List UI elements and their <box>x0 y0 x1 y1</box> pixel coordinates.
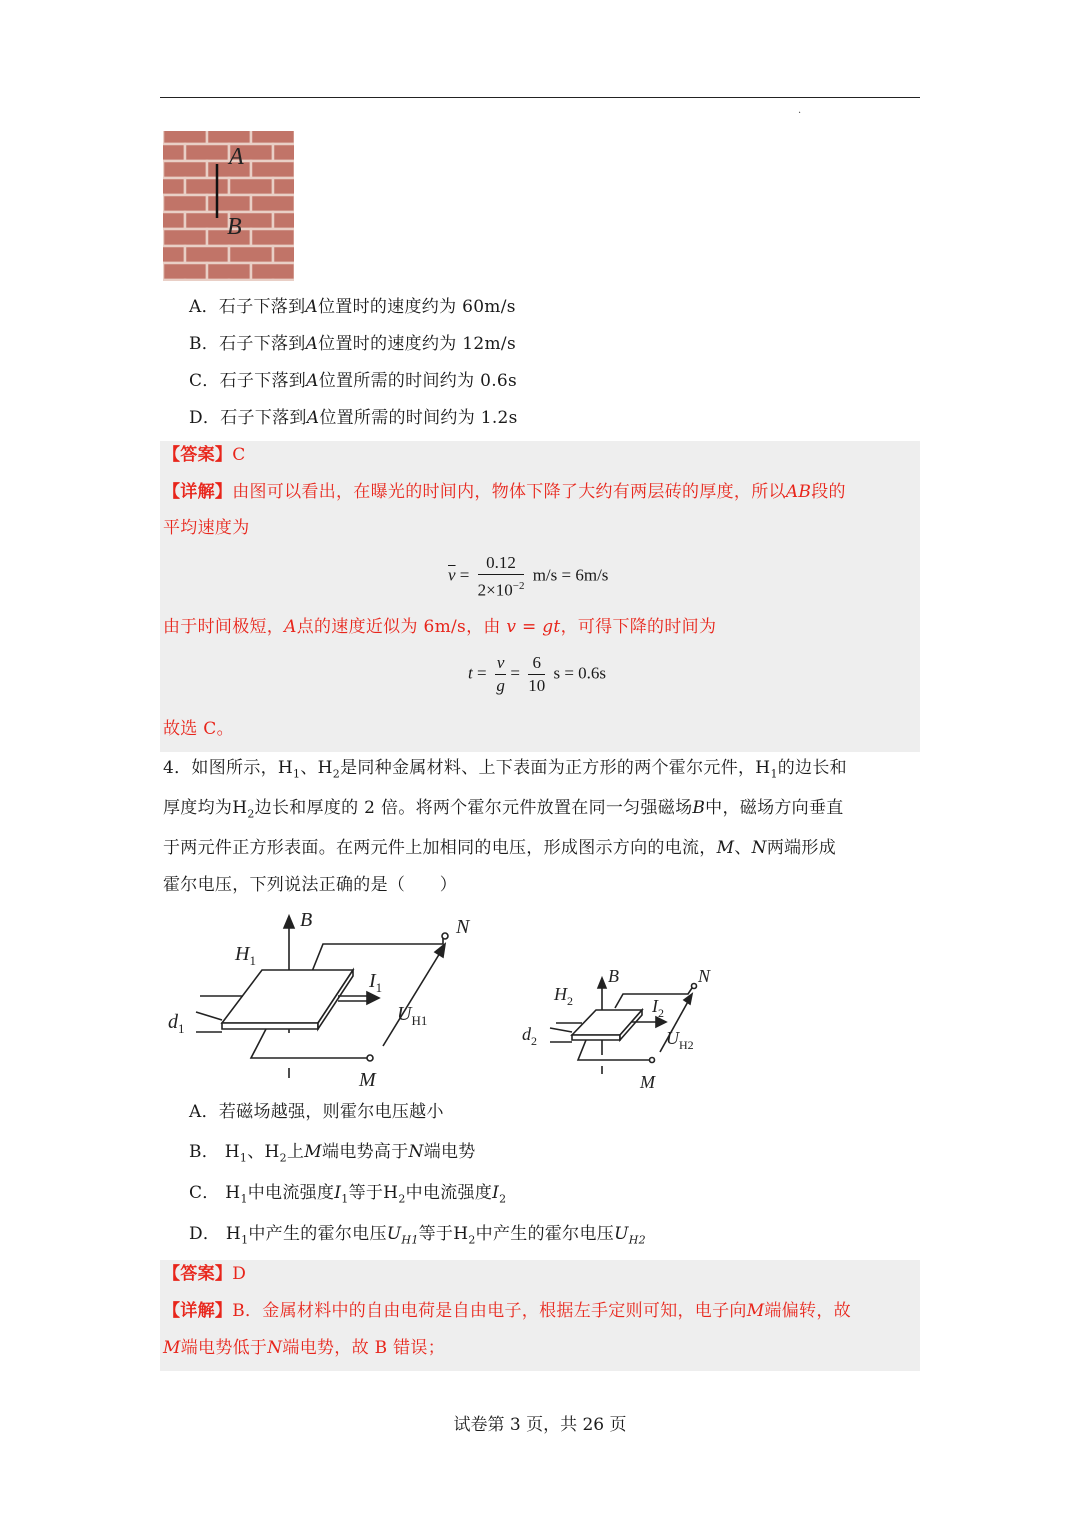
brick <box>163 161 207 178</box>
q3-formula-time: t = $\frac{v}{g}$ = $\frac{6}{10}$ s = 0.6s <box>468 653 607 695</box>
q4-stem-line4: 霍尔电压，下列说法正确的是（ ） <box>163 875 458 895</box>
label-b: B <box>227 214 242 240</box>
brick <box>229 246 273 263</box>
q3-option-c: C．石子下落到A位置所需的时间约为 0.6s <box>189 371 518 391</box>
fig1-label-m: M <box>359 1069 376 1091</box>
brick <box>251 263 294 280</box>
q4-stem-line1: 4．如图所示，$H_1$、$H_2$是同种金属材料、上下表面为正方形的两个霍尔元件，$H_1$的边长和 <box>163 758 847 781</box>
fig1-label-h1: $H_1$ <box>235 943 256 968</box>
brick <box>229 280 273 281</box>
q3-option-b: B．石子下落到A位置时的速度约为 12m/s <box>189 334 516 354</box>
q4-option-a: A．若磁场越强，则霍尔电压越小 <box>189 1102 444 1122</box>
q3-detail-line3: 由于时间极短，A点的速度近似为 6m/s，由 v = gt，可得下降的时间为 <box>163 617 717 637</box>
q4-detail-line1: 【详解】B．金属材料中的自由电荷是自由电子，根据左手定则可知，电子向M端偏转，故 <box>163 1301 851 1321</box>
brick <box>163 195 207 212</box>
q4-stem-line3: 于两元件正方形表面。在两元件上加相同的电压，形成图示方向的电流，M、N两端形成 <box>163 838 837 858</box>
brick <box>163 263 207 280</box>
hall-element-h2-figure <box>520 960 720 1095</box>
fig2-label-m: M <box>640 1072 655 1092</box>
header-mark: · <box>798 108 802 119</box>
brick <box>185 246 229 263</box>
brick <box>273 246 294 263</box>
fig1-label-d1: $d_1$ <box>168 1011 185 1036</box>
brick <box>163 144 185 161</box>
brick <box>163 246 185 263</box>
fig1-label-n: N <box>456 916 470 938</box>
brick <box>273 144 294 161</box>
brick <box>163 229 207 246</box>
fig2-label-b: B <box>608 966 619 986</box>
brick-wall-figure <box>163 131 294 281</box>
q3-option-d: D．石子下落到A位置所需的时间约为 1.2s <box>189 408 518 428</box>
q4-answer: 【答案】D <box>163 1264 247 1284</box>
brick <box>273 280 294 281</box>
q4-option-c: C． $H_1$中电流强度$I_1$等于$H_2$中电流强度$I_2$ <box>189 1183 507 1206</box>
brick <box>185 280 229 281</box>
brick <box>251 195 294 212</box>
hall-element-h1-figure <box>163 908 483 1093</box>
q3-detail-line1: 【详解】由图可以看出，在曝光的时间内，物体下降了大约有两层砖的厚度，所以AB段的 <box>163 482 846 502</box>
brick <box>229 178 273 195</box>
header-rule <box>160 97 920 98</box>
brick <box>163 280 185 281</box>
fig2-label-h2: $H_2$ <box>554 984 573 1008</box>
fig1-label-i1: $I_1$ <box>369 970 383 995</box>
brick <box>207 131 251 144</box>
brick <box>163 212 185 229</box>
fig2-label-n: N <box>698 966 711 986</box>
fig2-label-i2: $I_2$ <box>652 996 664 1020</box>
fig2-label-d2: $d_2$ <box>522 1024 537 1048</box>
fig2-label-uh2: $U_{H2}$ <box>666 1028 694 1052</box>
brick <box>207 195 251 212</box>
q4-option-d: D． $H_1$中产生的霍尔电压$U_{H1}$等于$H_2$中产生的霍尔电压$U_{H2}$ <box>189 1224 646 1247</box>
brick <box>251 131 294 144</box>
brick <box>207 263 251 280</box>
brick <box>185 178 229 195</box>
q3-detail-line2: 平均速度为 <box>163 518 250 538</box>
fig1-label-b: B <box>300 909 313 931</box>
q3-answer: 【答案】C <box>163 445 246 465</box>
brick <box>163 178 185 195</box>
brick <box>273 178 294 195</box>
q3-detail-line4: 故选 C。 <box>163 719 234 739</box>
fig1-label-uh1: $U_{H1}$ <box>397 1003 428 1028</box>
brick <box>273 212 294 229</box>
q4-option-b: B． $H_1$、$H_2$上M端电势高于N端电势 <box>189 1142 476 1165</box>
brick <box>251 161 294 178</box>
label-a: A <box>229 144 244 170</box>
brick <box>185 212 229 229</box>
brick <box>251 229 294 246</box>
q3-option-a: A．石子下落到A位置时的速度约为 60m/s <box>189 297 516 317</box>
q4-detail-line2: M端电势低于N端电势，故 B 错误； <box>163 1338 446 1358</box>
q3-formula-velocity: $\overline{v}$ = $\frac{0.12}{2\times 10^{-2}}$ m/s = 6m/s <box>448 553 609 600</box>
page-footer: 试卷第 3 页，共 26 页 <box>453 1415 627 1435</box>
brick <box>163 131 207 144</box>
q4-stem-line2: 厚度均为$H_2$边长和厚度的 2 倍。将两个霍尔元件放置在同一匀强磁场B中，磁场方向垂直 <box>163 798 844 821</box>
brick <box>185 144 229 161</box>
